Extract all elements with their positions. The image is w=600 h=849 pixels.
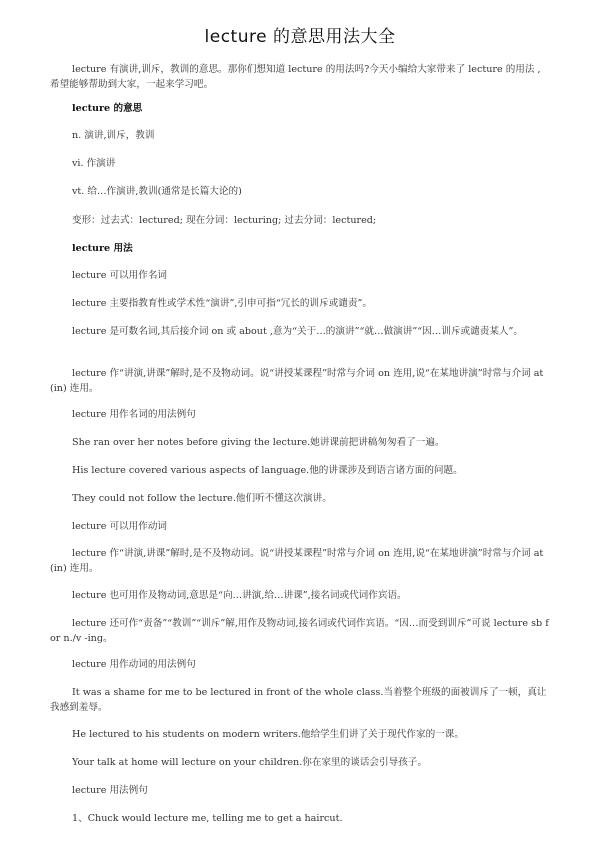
verb-example-2: He lectured to his students on modern writers.他给学生们讲了关于现代作家的一课。 (72, 729, 464, 740)
meaning-heading: lecture 的意思 (72, 103, 143, 114)
meaning-intransitive-verb: vi. 作演讲 (72, 158, 116, 169)
noun-example-1: She ran over her notes before giving the lecture.她讲课前把讲稿匆匆看了一遍。 (72, 437, 445, 448)
usage-example-1: 1、Chuck would lecture me, telling me to get a haircut. (72, 813, 343, 824)
intro-paragraph: lecture 有演讲,训斥，教训的意思。那你们想知道 lecture 的用法吗?今天小编给大家带来了 lecture 的用法 ,希望能够帮助到大家，一起来学习吧。 (50, 64, 541, 90)
noun-usage-paragraph-2: lecture 是可数名词,其后接介词 on 或 about ,意为“关于…的演讲”“就…做演讲”“因…训斥或谴责某人”。 (72, 326, 524, 337)
verb-usage-paragraph-2: lecture 也可用作及物动词,意思是“向…讲演,给…讲课”,接名词或代词作宾语。 (72, 590, 407, 601)
verb-examples-heading: lecture 用作动词的用法例句 (72, 659, 196, 670)
noun-example-3: They could not follow the lecture.他们听不懂这次演讲。 (72, 493, 332, 504)
noun-usage-paragraph-3: lecture 作“讲演,讲课”解时,是不及物动词。说“讲授某课程”时常与介词 on 连用,说“在某地讲演”时常与介词 at (in) 连用。 (50, 368, 544, 394)
page-title: lecture 的意思用法大全 (204, 27, 396, 47)
verb-forms: 变形：过去式：lectured; 现在分词：lecturing; 过去分词：lectured; (72, 215, 377, 226)
usage-heading: lecture 用法 (72, 243, 133, 254)
noun-usage-paragraph-1: lecture 主要指教育性或学术性“演讲”,引申可指“冗长的训斥或谴责”。 (72, 298, 372, 309)
usage-examples-heading: lecture 用法例句 (72, 785, 148, 796)
verb-usage-subheading: lecture 可以用作动词 (72, 521, 168, 532)
verb-example-1: It was a shame for me to be lectured in front of the whole class.当着整个班级的面被训斥了一顿，真让我感到羞辱。 (50, 687, 547, 713)
verb-usage-paragraph-3: lecture 还可作“责备”“教训”“训斥”解,用作及物动词,接名词或代词作宾语。“因…而受到训斥”可说 lecture sb for n./v -ing。 (50, 618, 549, 644)
noun-example-2: His lecture covered various aspects of language.他的讲课涉及到语言诸方面的问题。 (72, 465, 463, 476)
noun-usage-subheading: lecture 可以用作名词 (72, 270, 168, 281)
meaning-noun: n. 演讲,训斥，教训 (72, 130, 155, 141)
verb-example-3: Your talk at home will lecture on your children.你在家里的谈话会引导孩子。 (72, 757, 427, 768)
meaning-transitive-verb: vt. 给…作演讲,教训(通常是长篇大论的) (72, 186, 242, 197)
noun-examples-heading: lecture 用作名词的用法例句 (72, 409, 196, 420)
verb-usage-paragraph-1: lecture 作“讲演,讲课”解时,是不及物动词。说“讲授某课程”时常与介词 on 连用,说“在某地讲演”时常与介词 at (in) 连用。 (50, 548, 544, 574)
